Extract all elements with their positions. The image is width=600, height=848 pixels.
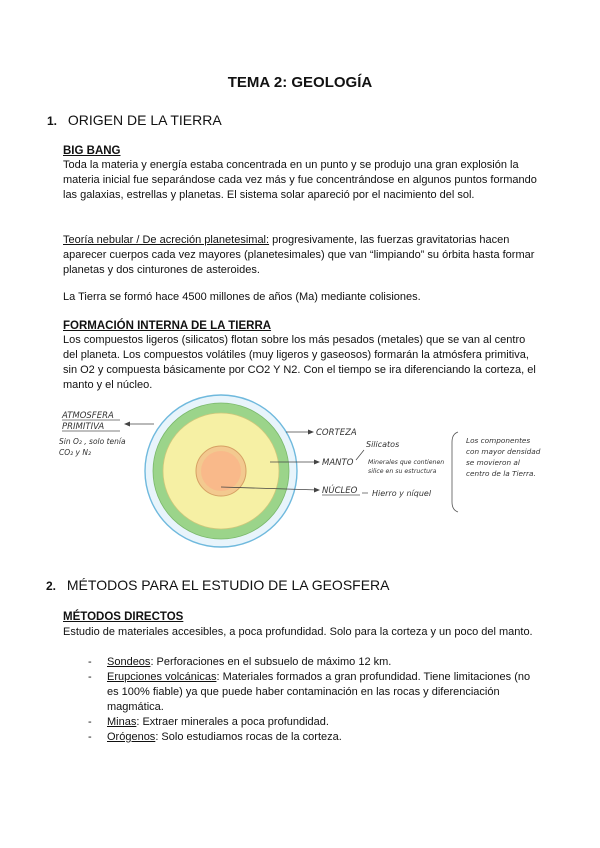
label-atm-note-2: CO₂ y N₂: [59, 448, 91, 457]
list-item: - Sondeos: Perforaciones en el subsuelo de máximo 12 km.: [88, 656, 392, 668]
term-minas: Minas: [107, 716, 137, 728]
text-nebular: progresivamente, las fuerzas gravitatorias hacen aparecer cuerpos cada vez mayores (planetesimales) que van “limpiando” su órbita hasta formar planetas y dos cinturones de asteroides.: [63, 234, 535, 276]
term-erupciones: Erupciones volcánicas: [107, 671, 217, 683]
list-item: - Orógenos: Solo estudiamos rocas de la corteza.: [88, 731, 342, 743]
label-right-note-4: centro de la Tierra.: [466, 469, 536, 478]
paragraph-formacion-interna: Los compuestos ligeros (silicatos) flotan sobre los más pesados (metales) que se van al centro del planeta. Los compuestos volátiles (muy ligeros y gaseosos) formarán la atmósfera primitiva, sin O2 y compuesta básicamente por CO2 Y N2. Con el tiempo se ira diferenciando la corteza, el manto y el núcleo.: [63, 334, 536, 391]
term-sondeos: Sondeos: [107, 656, 151, 668]
list-item: - Minas: Extraer minerales a poca profundidad.: [88, 716, 329, 728]
label-hierro: Hierro y níquel: [372, 489, 432, 498]
label-right-note-3: se movieron al: [466, 458, 520, 467]
section-heading-metodos: [46, 577, 390, 593]
label-right-note-2: con mayor densidad: [466, 447, 541, 456]
section-number: 1.: [47, 114, 58, 128]
term-nebular: Teoría nebular / De acreción planetesimal:: [63, 234, 270, 246]
label-silicatos-note-1: Minerales que contienen: [368, 459, 445, 466]
section-number: 2.: [46, 579, 57, 593]
label-manto: MANTO: [322, 458, 354, 468]
paragraph-formed: La Tierra se formó hace 4500 millones de años (Ma) mediante colisiones.: [63, 291, 421, 303]
label-right-note-1: Los componentes: [466, 436, 531, 445]
section-heading-origen: [47, 112, 222, 128]
label-atm-note-1: Sin O₂ , solo tenía: [59, 437, 126, 446]
section-title: ORIGEN DE LA TIERRA: [67, 112, 222, 128]
label-silicatos-note-2: silice en su estructura: [368, 468, 437, 475]
section-title: MÉTODOS PARA EL ESTUDIO DE LA GEOSFERA: [66, 577, 390, 593]
list-item: - Erupciones volcánicas: Materiales formados a gran profundidad. Tiene limitaciones (no es 100% fiable) ya que puede haber contaminación en las rocas y diferenciación magmática.: [88, 671, 531, 713]
paragraph-nebular: [63, 233, 541, 278]
subheading-formacion-interna: FORMACIÓN INTERNA DE LA TIERRA: [63, 320, 272, 332]
direct-methods-list: [88, 655, 538, 745]
label-atmosfera-1: ATMOSFERA: [62, 411, 114, 421]
label-silicatos: Silicatos: [366, 440, 400, 449]
inner-core-layer: [201, 451, 241, 491]
term-orogenos: Orógenos: [107, 731, 156, 743]
label-atmosfera-2: PRIMITIVA: [62, 422, 105, 432]
page-title: TEMA 2: GEOLOGÍA: [227, 74, 373, 91]
label-nucleo: NÚCLEO: [322, 486, 358, 496]
subheading-metodos-directos: MÉTODOS DIRECTOS: [63, 611, 184, 623]
paragraph-big-bang: Toda la materia y energía estaba concentrada en un punto y se produjo una gran explosión la materia inicial fue separándose cada vez más y fue concentrándose en algunos puntos formando las galaxias, estrellas y planetas. El sistema solar apareció por el nacimiento del sol.: [63, 159, 537, 201]
label-corteza: CORTEZA: [316, 428, 357, 438]
paragraph-metodos-directos: Estudio de materiales accesibles, a poca profundidad. Solo para la corteza y un poco del manto.: [63, 626, 533, 638]
subheading-big-bang: BIG BANG: [63, 145, 121, 157]
earth-layers-diagram: [0, 392, 600, 562]
